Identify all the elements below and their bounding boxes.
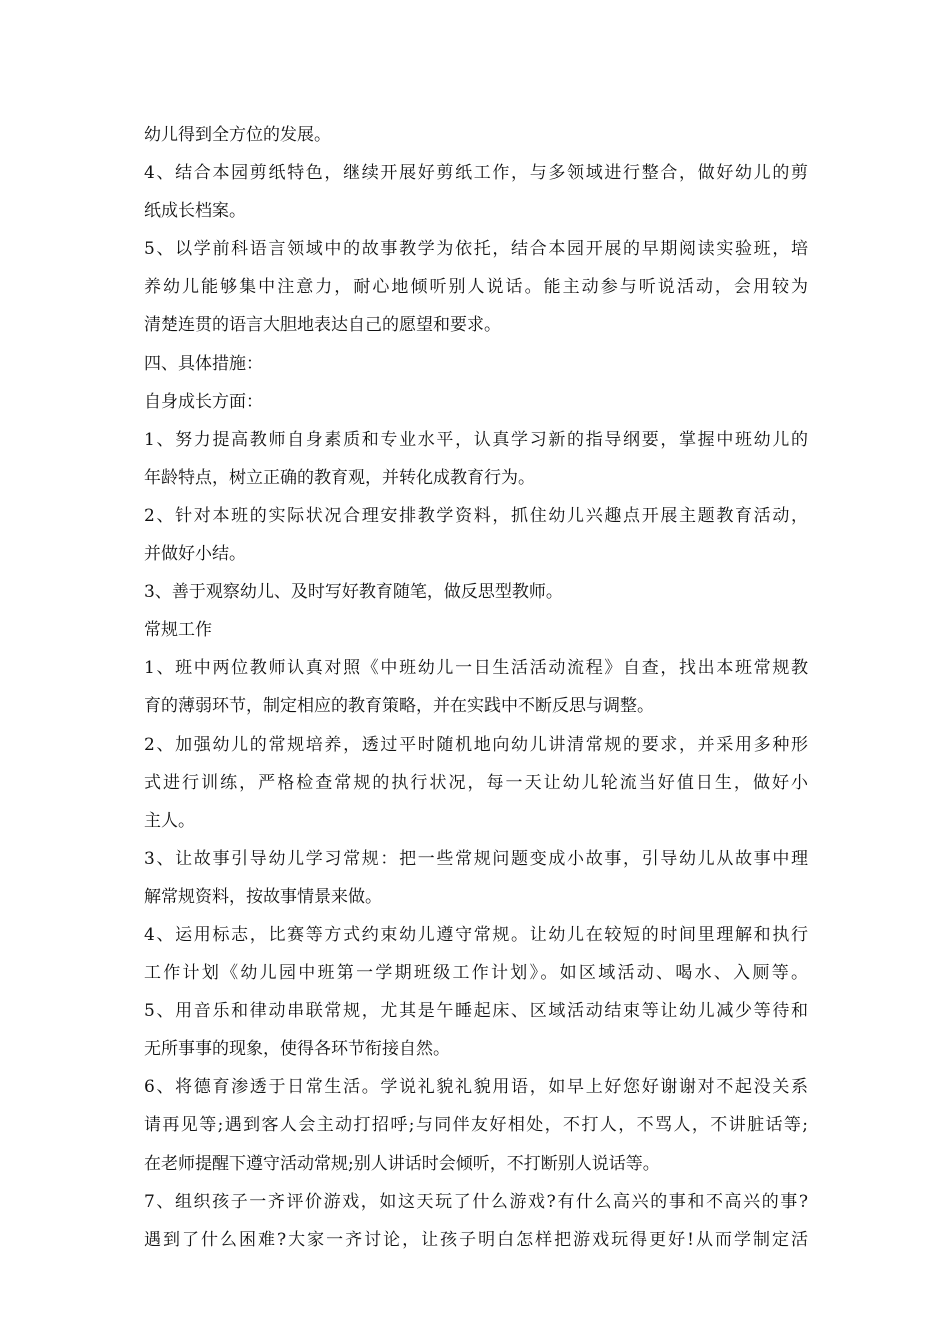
text-line: 5、以学前科语言领域中的故事教学为依托，结合本园开展的早期阅读实验班，培 bbox=[144, 239, 808, 260]
text-line: 3、让故事引导幼儿学习常规：把一些常规问题变成小故事，引导幼儿从故事中理 bbox=[144, 848, 808, 869]
text-line: 遇到了什么困难?大家一齐讨论，让孩子明白怎样把游戏玩得更好!从而学制定活 bbox=[144, 1229, 808, 1250]
subsection-heading: 自身成长方面： bbox=[144, 391, 263, 412]
text-line: 式进行训练，严格检查常规的执行状况，每一天让幼儿轮流当好值日生，做好小 bbox=[144, 772, 808, 793]
text-line: 6、将德育渗透于日常生活。学说礼貌礼貌用语，如早上好您好谢谢对不起没关系 bbox=[144, 1077, 808, 1098]
text-line: 并做好小结。 bbox=[144, 544, 246, 565]
text-line: 无所事事的现象，使得各环节衔接自然。 bbox=[144, 1039, 450, 1060]
text-line: 请再见等;遇到客人会主动打招呼;与同伴友好相处，不打人，不骂人，不讲脏话等; bbox=[144, 1115, 808, 1136]
text-line: 清楚连贯的语言大胆地表达自己的愿望和要求。 bbox=[144, 315, 501, 336]
text-line: 7、组织孩子一齐评价游戏，如这天玩了什么游戏?有什么高兴的事和不高兴的事? bbox=[144, 1191, 808, 1212]
text-line: 4、结合本园剪纸特色，继续开展好剪纸工作，与多领域进行整合，做好幼儿的剪 bbox=[144, 163, 808, 184]
text-line: 1、努力提高教师自身素质和专业水平，认真学习新的指导纲要，掌握中班幼儿的 bbox=[144, 429, 808, 450]
text-line: 主人。 bbox=[144, 810, 195, 831]
text-line: 幼儿得到全方位的发展。 bbox=[144, 125, 331, 145]
text-line: 1、班中两位教师认真对照《中班幼儿一日生活活动流程》自查，找出本班常规教 bbox=[144, 658, 808, 679]
text-line: 解常规资料，按故事情景来做。 bbox=[144, 886, 382, 907]
text-line: 纸成长档案。 bbox=[144, 201, 246, 222]
text-line: 在老师提醒下遵守活动常规;别人讲话时会倾听，不打断别人说话等。 bbox=[144, 1153, 660, 1174]
text-line: 养幼儿能够集中注意力，耐心地倾听别人说话。能主动参与听说活动，会用较为 bbox=[144, 277, 808, 298]
document-body bbox=[144, 116, 808, 1259]
text-line: 年龄特点，树立正确的教育观，并转化成教育行为。 bbox=[144, 467, 535, 488]
section-heading: 四、具体措施： bbox=[144, 353, 263, 374]
text-line: 2、针对本班的实际状况合理安排教学资料，抓住幼儿兴趣点开展主题教育活动， bbox=[144, 505, 808, 526]
text-line: 5、用音乐和律动串联常规，尤其是午睡起床、区域活动结束等让幼儿减少等待和 bbox=[144, 1001, 808, 1022]
text-line: 4、运用标志，比赛等方式约束幼儿遵守常规。让幼儿在较短的时间里理解和执行 bbox=[144, 924, 808, 945]
text-line: 工作计划《幼儿园中班第一学期班级工作计划》。如区域活动、喝水、入厕等。 bbox=[144, 963, 808, 984]
subsection-heading: 常规工作 bbox=[144, 620, 212, 641]
text-line: 育的薄弱环节，制定相应的教育策略，并在实践中不断反思与调整。 bbox=[144, 696, 654, 717]
text-line: 3、善于观察幼儿、及时写好教育随笔，做反思型教师。 bbox=[144, 582, 563, 603]
text-line: 2、加强幼儿的常规培养，透过平时随机地向幼儿讲清常规的要求，并采用多种形 bbox=[144, 734, 808, 755]
